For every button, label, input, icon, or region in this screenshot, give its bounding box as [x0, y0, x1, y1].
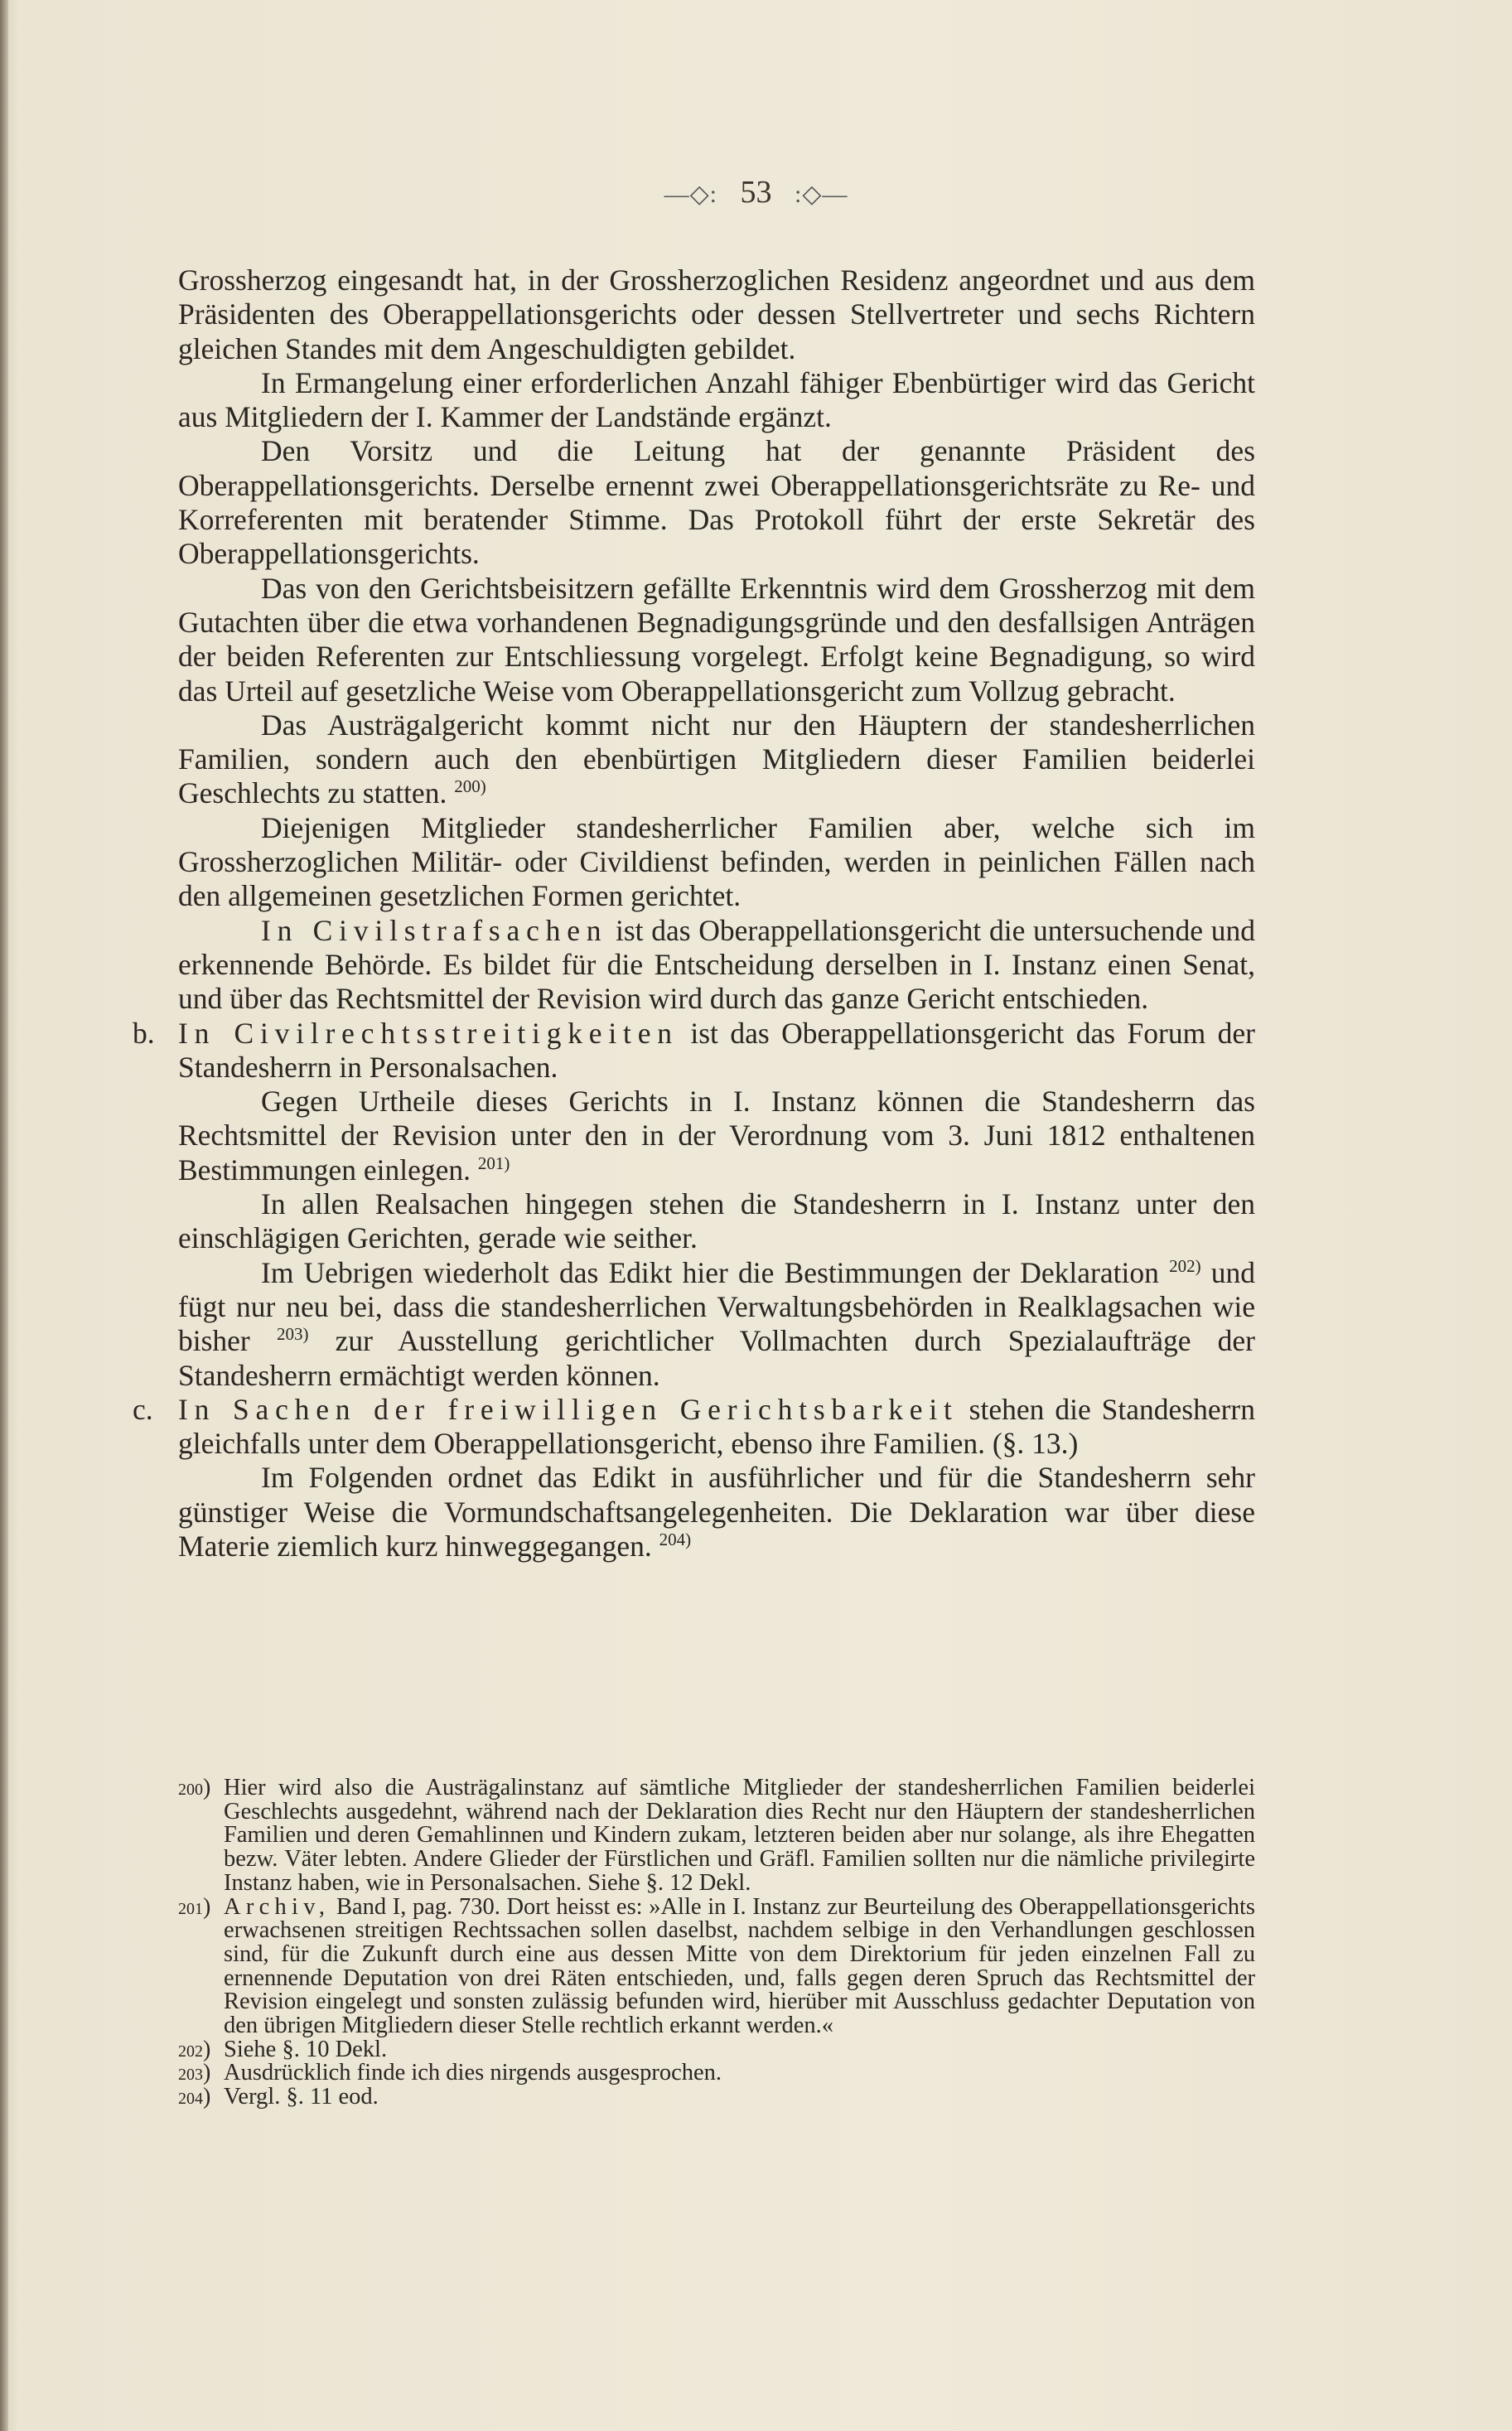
ornament-left: —◇:: [664, 181, 717, 208]
footnote: [178, 2085, 1255, 2110]
ornament-right: :◇—: [795, 181, 848, 208]
footnote-text: Hier wird also die Austrägalinstanz auf sämtliche Mitglieder der standesherrlichen Familien beiderlei Geschlechts ausgedehnt, während nach der Deklaration dies Recht nur den Häuptern der standesherrlichen Familien und deren Gemahlinnen und Kindern zukam, letzteren beiden aber nur solange, als ihre Ehegatten bezw. Väter lebten. Andere Glieder der Fürstlichen und Gräfl. Familien sollten nur die nämliche privilegirte Instanz haben, wie in Personalsachen. Siehe §. 12 Dekl.: [224, 1775, 1255, 1896]
page-header: [0, 174, 1512, 210]
paragraph: [178, 1461, 1255, 1563]
paragraph-text: ist das Oberappellationsgericht das Forum der Standesherrn in Personalsachen.: [178, 1016, 1255, 1084]
paragraph: [178, 708, 1255, 811]
footnote-ref: 203): [276, 1324, 309, 1345]
paragraph-text: Im Folgenden ordnet das Edikt in ausführlicher und für die Standesherrn sehr günstiger Weise die Vormundschaftsangelegenheiten. Die Deklaration war über diese Materie ziemlich kurz hinweggegangen.: [178, 1461, 1255, 1563]
item-label: b.: [133, 1016, 155, 1050]
footnote-ref: 200): [454, 776, 486, 797]
footnote-number: 200 ): [178, 1776, 210, 1802]
paragraph: In allen Realsachen hingegen stehen die Standesherrn in I. Instanz unter den einschlägigen Gerichten, gerade wie seither.: [178, 1187, 1255, 1255]
spaced-term: In Civilstrafsachen: [261, 913, 608, 947]
footnote-text: Siehe §. 10 Dekl.: [224, 2036, 388, 2062]
paragraph: [178, 914, 1255, 1017]
list-item: [133, 1392, 1255, 1462]
paragraph: [178, 1256, 1255, 1393]
paragraph-text: stehen die Standesherrn gleichfalls unter dem Oberappellationsgericht, ebenso ihre Familien. (§. 13.): [178, 1392, 1255, 1461]
footnotes: [178, 1776, 1255, 2110]
footnote-text: Band I, pag. 730. Dort heisst es: »Alle in I. Instanz zur Beurteilung des Oberappellationsgerichts erwachsenen streitigen Rechtssachen sollen daselbst, nachdem selbige in den Verhandlungen geschlossen sind, für die Zukunft durch eine aus dessen Mitte von dem Direktorium für jeden einzelnen Fall zu ernennende Deputation von drei Räten entschieden, und, falls gegen deren Spruch das Rechtsmittel der Revision eingelegt und sonsten zulässig befunden wird, hierüber mit Ausschluss gedachter Deputation von den übrigen Mitgliedern dieser Stelle rechtlich erkannt werden.«: [224, 1893, 1255, 2039]
paragraph: Diejenigen Mitglieder standesherrlicher Familien aber, welche sich im Grossherzoglichen Militär- oder Civildienst befinden, werden in peinlichen Fällen nach den allgemeinen gesetzlichen Formen gerichtet.: [178, 810, 1255, 913]
paragraph-text: und fügt nur neu bei, dass die standesherrlichen Verwaltungsbehörden in Realklagsachen wie bisher: [178, 1255, 1256, 1358]
paragraph-text: zur Ausstellung gerichtlicher Vollmachten durch Spezialaufträge der Standesherrn ermächtigt werden können.: [178, 1324, 1256, 1392]
paragraph-text: Im Uebrigen wiederholt das Edikt hier die Bestimmungen der Deklaration: [261, 1255, 1159, 1289]
spaced-term: In Sachen der freiwilligen Gerichtsbarkeit: [178, 1392, 959, 1426]
item-label: c.: [133, 1392, 153, 1426]
paragraph-text: Das Austrägalgericht kommt nicht nur den Häuptern der standesherrlichen Familien, sondern auch den ebenbürtigen Mitgliedern dieser Familien beiderlei Geschlechts zu statten.: [178, 708, 1255, 810]
paragraph: Den Vorsitz und die Leitung hat der genannte Präsident des Oberappellationsgerichts. Derselbe ernennt zwei Oberappellationsgerichtsräte zu Re- und Korreferenten mit beratender Stimme. Das Protokoll führt der erste Sekretär des Oberappellationsgerichts.: [178, 434, 1255, 571]
footnote: [178, 2038, 1255, 2062]
footnote: [178, 2061, 1255, 2085]
footnote-number: 203 ): [178, 2061, 210, 2087]
book-spine: [0, 0, 8, 2431]
page-number: 53: [740, 175, 772, 210]
footnote-number: 204 ): [178, 2085, 210, 2111]
footnote-number: 201 ): [178, 1896, 210, 1921]
paragraph-text: ist das Oberappellationsgericht die untersuchende und erkennende Behörde. Es bildet für die Entscheidung derselben in I. Instanz einen Senat, und über das Rechtsmittel der Revision wird durch das ganze Gericht entschieden.: [178, 913, 1255, 1016]
footnote-ref: 202): [1169, 1255, 1201, 1276]
footnote: [178, 1893, 1255, 2039]
footnote-text: Vergl. §. 11 eod.: [224, 2084, 379, 2110]
paragraph: In Ermangelung einer erforderlichen Anzahl fähiger Ebenbürtiger wird das Gericht aus Mitgliedern der I. Kammer der Landstände ergänzt.: [178, 365, 1255, 434]
footnote: [178, 1776, 1255, 1896]
footnote-text: Ausdrücklich finde ich dies nirgends ausgesprochen.: [224, 2060, 722, 2086]
paragraph: [178, 1085, 1255, 1187]
footnote-ref: 204): [659, 1529, 692, 1549]
footnote-number: 202 ): [178, 2038, 210, 2064]
spaced-term: In Civilrechtsstreitigkeiten: [178, 1016, 679, 1050]
paragraph: Das von den Gerichtsbeisitzern gefällte Erkenntnis wird dem Grossherzog mit dem Gutachten über die etwa vorhandenen Begnadigungsgründe und den desfallsigen Anträgen der beiden Referenten zur Entschliessung vorgelegt. Erfolgt keine Begnadigung, so wird das Urteil auf gesetzliche Weise vom Oberappellationsgericht zum Vollzug gebracht.: [178, 571, 1255, 708]
spaced-term: Archiv,: [224, 1893, 331, 1920]
main-text: [133, 263, 1256, 1563]
footnote-ref: 201): [477, 1153, 510, 1173]
paragraph-text: Gegen Urtheile dieses Gerichts in I. Instanz können die Standesherrn das Rechtsmittel der Revision unter den in der Verordnung vom 3. Juni 1812 enthaltenen Bestimmungen einlegen.: [178, 1085, 1255, 1187]
list-item: [133, 1016, 1255, 1085]
paragraph: Grossherzog eingesandt hat, in der Grossherzoglichen Residenz angeordnet und aus dem Präsidenten des Oberappellationsgerichts oder dessen Stellvertreter und sechs Richtern gleichen Standes mit dem Angeschuldigten gebildet.: [178, 263, 1255, 365]
